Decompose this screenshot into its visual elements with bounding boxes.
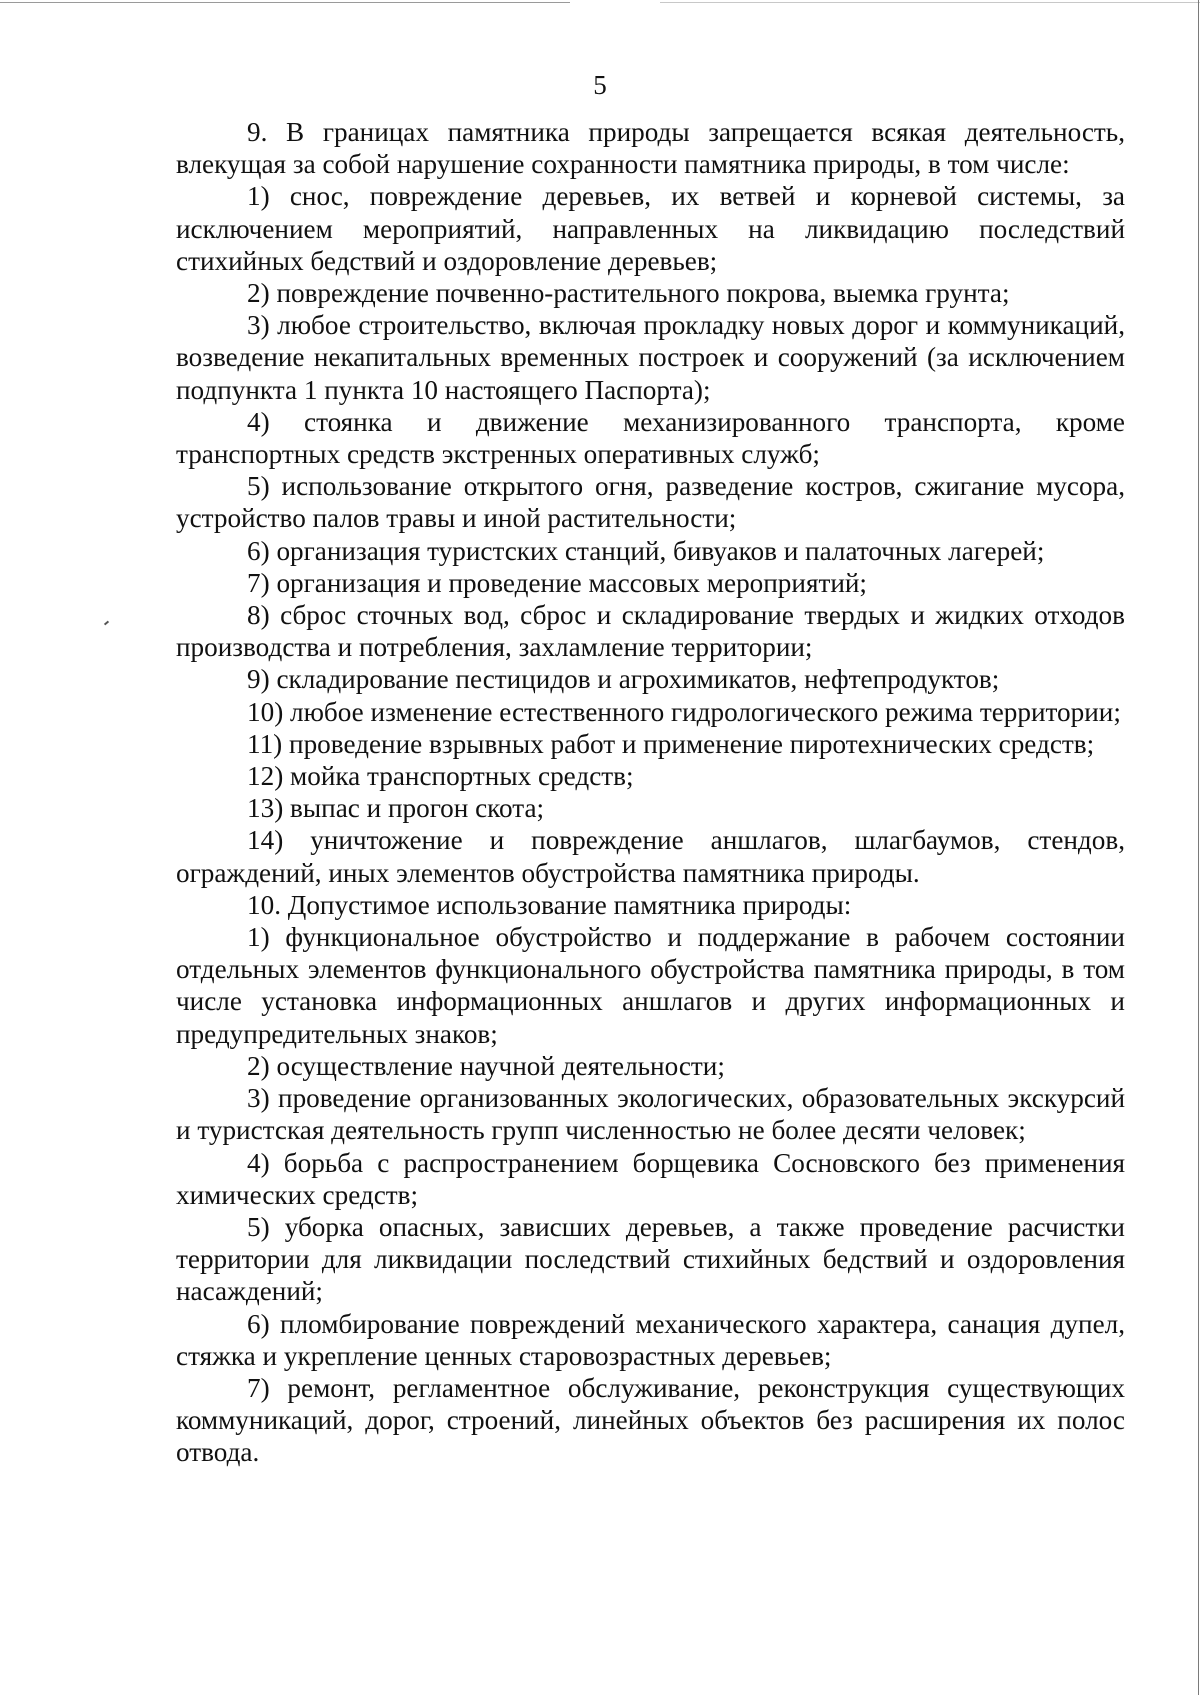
list-item-9-8: 8) сброс сточных вод, сброс и складирование твердых и жидких отходов производства и потребления, захламление территории;: [176, 600, 1125, 663]
list-item-10-3: 3) проведение организованных экологических, образовательных экскурсий и туристская деятельность групп численностью не более десяти человек;: [176, 1083, 1125, 1146]
list-item-10-7: 7) ремонт, регламентное обслуживание, реконструкция существующих коммуникаций, дорог, строений, линейных объектов без расширения их полос отвода.: [176, 1372, 1125, 1468]
document-body: [176, 116, 1125, 1469]
scan-border-top-right: [660, 2, 1200, 3]
paragraph-9-header: 9. В границах памятника природы запрещается всякая деятельность, влекущая за собой нарушение сохранности памятника природы, в том числе:: [176, 117, 1125, 180]
list-item-9-6: 6) организация туристских станций, бивуаков и палаточных лагерей;: [247, 535, 1045, 566]
list-item-10-2: 2) осуществление научной деятельности;: [247, 1050, 725, 1081]
list-item-9-3: 3) любое строительство, включая прокладку новых дорог и коммуникаций, возведение некапитальных временных построек и сооружений (за исключением подпункта 1 пункта 10 настоящего Паспорта);: [176, 310, 1125, 405]
paragraph-10-header: 10. Допустимое использование памятника природы:: [247, 889, 852, 920]
scan-border-top: [0, 2, 570, 3]
scan-border-right: [1198, 0, 1199, 1695]
list-item-9-12: 12) мойка транспортных средств;: [247, 761, 634, 792]
list-item-10-1: 1) функциональное обустройство и поддержание в рабочем состоянии отдельных элементов функционального обустройства памятника природы, в том числе установка информационных аншлагов и других информационных и предупредительных знаков;: [176, 922, 1125, 1049]
scan-stray-mark: [104, 621, 109, 626]
list-item-9-2: 2) повреждение почвенно-растительного покрова, выемка грунта;: [247, 278, 1010, 309]
page-number: 5: [593, 70, 607, 100]
list-item-9-11: 11) проведение взрывных работ и применение пиротехнических средств;: [247, 728, 1095, 759]
list-item-10-6: 6) пломбирование повреждений механического характера, санация дупел, стяжка и укрепление ценных старовозрастных деревьев;: [176, 1308, 1125, 1371]
list-item-9-13: 13) выпас и прогон скота;: [247, 793, 545, 824]
list-item-9-7: 7) организация и проведение массовых мероприятий;: [247, 567, 867, 598]
list-item-9-9: 9) складирование пестицидов и агрохимикатов, нефтепродуктов;: [247, 664, 1000, 695]
list-item-9-10: 10) любое изменение естественного гидрологического режима территории;: [247, 696, 1121, 727]
list-item-10-4: 4) борьба с распространением борщевика Сосновского без применения химических средств;: [176, 1147, 1125, 1210]
list-item-9-14: 14) уничтожение и повреждение аншлагов, шлагбаумов, стендов, ограждений, иных элементов обустройства памятника природы.: [176, 825, 1125, 888]
list-item-9-1: 1) снос, повреждение деревьев, их ветвей и корневой системы, за исключением мероприятий, направленных на ликвидацию последствий стихийных бедствий и оздоровление деревьев;: [176, 181, 1125, 276]
list-item-10-5: 5) уборка опасных, зависших деревьев, а также проведение расчистки территории для ликвидации последствий стихийных бедствий и оздоровления насаждений;: [176, 1211, 1125, 1307]
list-item-9-4: 4) стоянка и движение механизированного транспорта, кроме транспортных средств экстренных оперативных служб;: [176, 406, 1125, 470]
list-item-9-5: 5) использование открытого огня, разведение костров, сжигание мусора, устройство палов травы и иной растительности;: [176, 471, 1125, 534]
